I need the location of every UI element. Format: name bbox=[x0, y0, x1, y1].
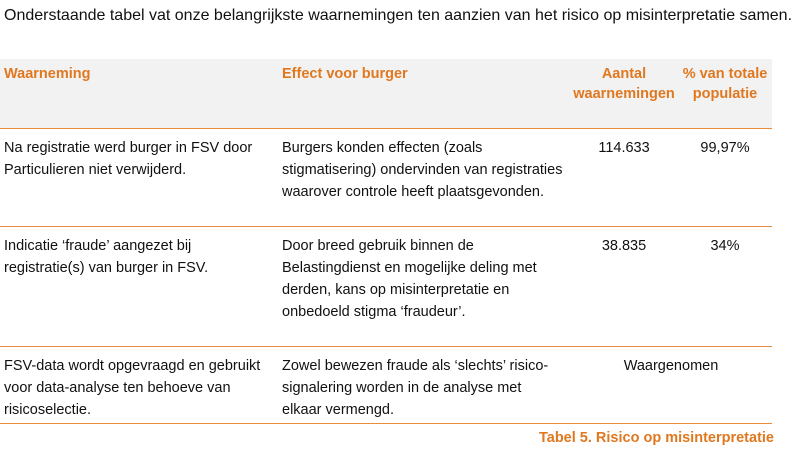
cell-aantal: 38.835 bbox=[601, 238, 647, 254]
cell-waarneming: Na registratie werd burger in FSV door Particulieren niet verwijderd. bbox=[4, 140, 253, 178]
table-row bbox=[0, 129, 772, 227]
cell-aantal: 114.633 bbox=[598, 140, 650, 156]
table-row bbox=[0, 227, 772, 347]
header-aantal: Aantal waarnemingen bbox=[573, 66, 675, 102]
intro-text: Onderstaande tabel vat onze belangrijkste waarnemingen ten aanzien van het risico op misinterpretatie samen. bbox=[4, 7, 793, 24]
cell-waarneming: FSV-data wordt opgevraagd en gebruikt voor data-analyse ten behoeve van risicoselectie. bbox=[4, 358, 261, 418]
cell-waarneming: Indicatie ‘fraude’ aangezet bij registratie(s) van burger in FSV. bbox=[4, 238, 209, 276]
table-row bbox=[0, 347, 772, 424]
cell-effect: Burgers konden effecten (zoals stigmatisering) ondervinden van registraties waarover controle heeft plaatsgevonden. bbox=[282, 140, 563, 200]
cell-aantal-percentage: Waargenomen bbox=[623, 358, 719, 374]
header-waarneming: Waarneming bbox=[4, 66, 91, 82]
cell-effect: Door breed gebruik binnen de Belastingdienst en mogelijke deling met derden, kans op misinterpretatie en onbedoeld stigma ‘fraudeur’. bbox=[282, 238, 537, 320]
table-header bbox=[0, 59, 772, 129]
header-effect: Effect voor burger bbox=[282, 66, 408, 82]
cell-percentage: 34% bbox=[710, 238, 740, 254]
cell-effect: Zowel bewezen fraude als ‘slechts’ risico-signalering worden in de analyse met elkaar vermengd. bbox=[282, 358, 549, 418]
table-caption: Tabel 5. Risico op misinterpretatie bbox=[538, 430, 774, 446]
header-percentage: % van totale populatie bbox=[682, 66, 768, 102]
risk-table bbox=[0, 59, 772, 424]
cell-percentage: 99,97% bbox=[700, 140, 750, 156]
